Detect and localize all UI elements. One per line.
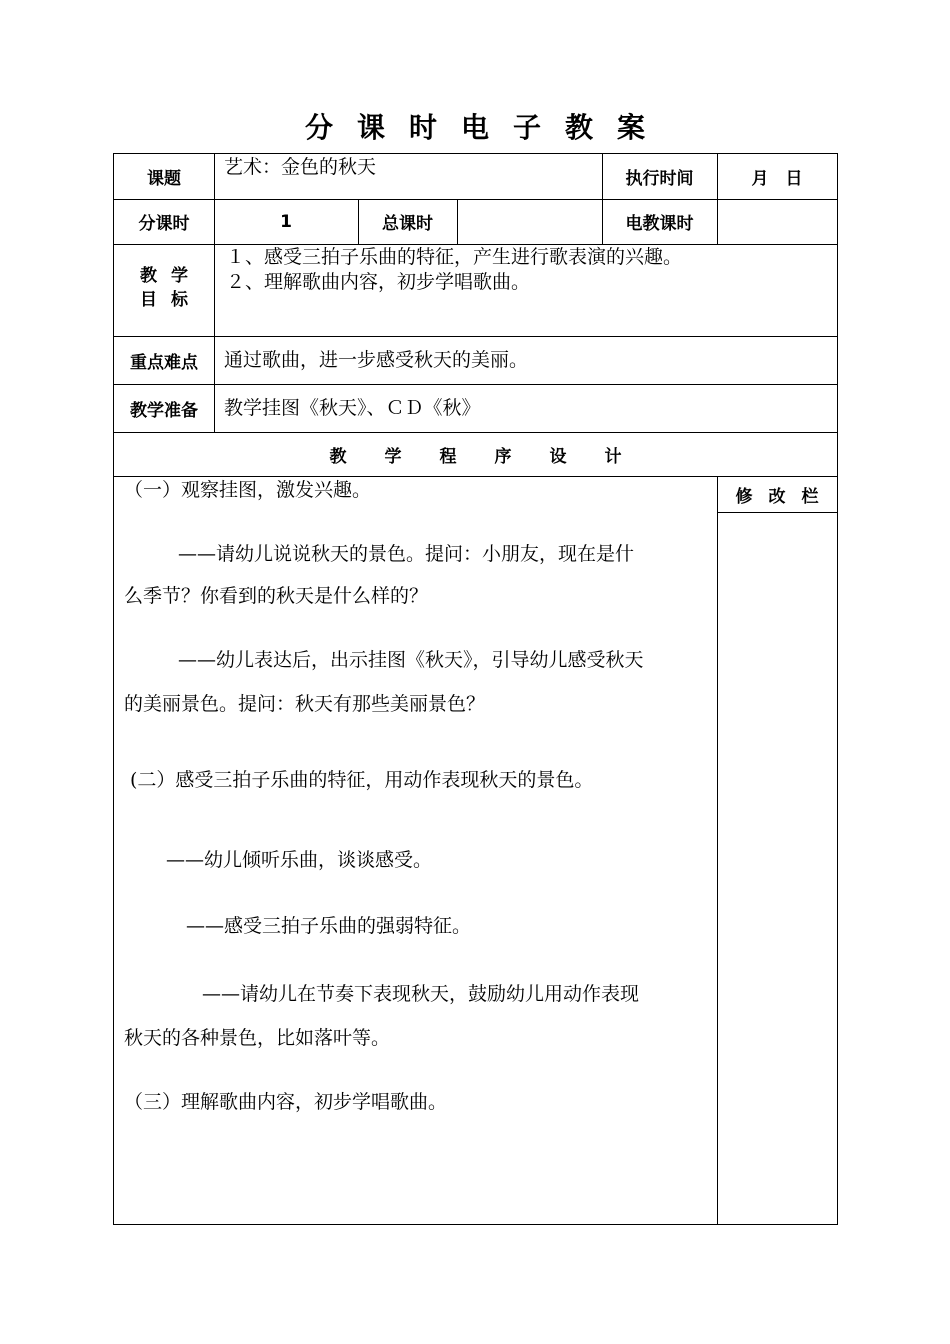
key-points-value: 通过歌曲，进一步感受秋天的美丽。 [224,349,529,371]
col-divider [717,476,718,1224]
key-points-label: 重点难点 [130,352,198,373]
lesson-plan-table [113,153,838,1225]
lesson-label: 分课时 [138,214,190,234]
procedure-section-title: 教学程序设计 [329,446,660,467]
step-detail: ——请幼儿在节奏下表现秋天，鼓励幼儿用动作表现 [202,983,640,1005]
step-detail: ——幼儿倾听乐曲，谈谈感受。 [166,849,433,871]
step-detail: ——感受三拍子乐曲的强弱特征。 [186,915,472,937]
exec-time-label: 执行时间 [625,169,694,189]
revision-column-label: 修改栏 [735,486,835,507]
goals-label-line2: 目标 [140,290,202,310]
revision-divider [717,512,837,513]
step-detail: 么季节？你看到的秋天是什么样的？ [124,585,429,607]
av-lessons-label: 电教课时 [625,214,694,234]
step-heading-3: （三）理解歌曲内容，初步学唱歌曲。 [124,1091,448,1113]
topic-value: 艺术：金色的秋天 [224,156,377,178]
step-heading-2: (二）感受三拍子乐曲的特征，用动作表现秋天的景色。 [130,769,594,791]
step-detail: ——幼儿表达后，出示挂图《秋天》，引导幼儿感受秋天 [178,649,644,671]
page-title: 分课时电子教案 [304,111,669,144]
step-heading-1: （一）观察挂图，激发兴趣。 [124,479,372,501]
goals-list [226,245,826,335]
total-lessons-value [457,199,602,244]
step-detail: 秋天的各种景色，比如落叶等。 [124,1027,391,1049]
lesson-value: 1 [280,211,292,232]
preparation-value: 教学挂图《秋天》、ＣＤ《秋》 [224,397,481,419]
goal-item: ２、理解歌曲内容，初步学唱歌曲。 [226,271,531,293]
goal-item: １、感受三拍子乐曲的特征，产生进行歌表演的兴趣。 [226,246,683,268]
goals-label [114,264,214,316]
step-detail: ——请幼儿说说秋天的景色。提问：小朋友，现在是什 [178,543,635,565]
col-divider [214,154,215,432]
av-lessons-value [717,199,837,244]
total-lessons-label: 总课时 [382,214,433,234]
topic-label: 课题 [147,169,181,189]
step-detail: 的美丽景色。提问：秋天有那些美丽景色？ [124,693,486,715]
preparation-label: 教学准备 [130,400,198,421]
exec-time-value: 月 日 [751,169,803,189]
goals-label-line1: 教学 [140,266,202,286]
